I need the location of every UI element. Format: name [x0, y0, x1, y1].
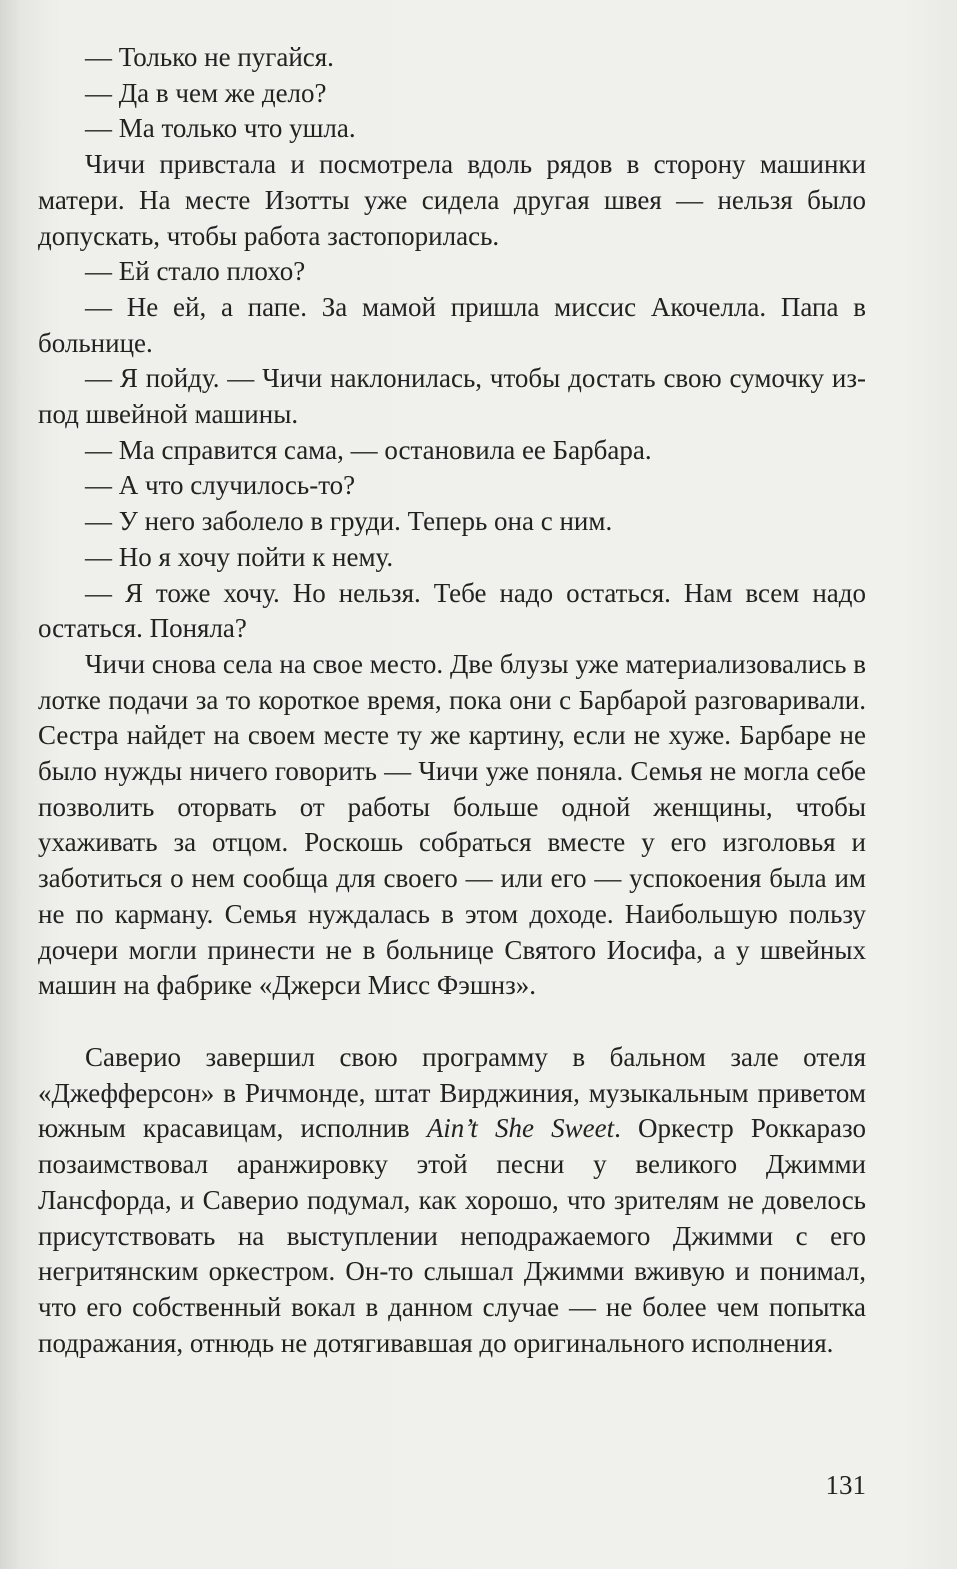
dialogue-line: — Я пойду. — Чичи наклонилась, чтобы достать свою сумочку из-под швейной машины.	[38, 363, 866, 430]
page-number: 131	[825, 1470, 866, 1500]
dialogue-line: — Ма только что ушла.	[85, 113, 356, 144]
saverio-text-after: . Оркестр Роккаразо позаимствовал аранжировку этой песни у великого Джимми Лансфорда, и Саверио подумал, как хорошо, что зрителям не довелось присутствовать на выступлении неподражаемого Джимми с его негритянским оркестром. Он-то слышал Джимми вживую и понимал, что его собственный вокал в данном случае — не более чем попытка подражания, отнюдь не дотягивавшая до оригинального исполнения.	[38, 1113, 866, 1358]
section-break	[38, 1004, 866, 1040]
dialogue-line: — А что случилось-то?	[85, 470, 356, 501]
dialogue-line: — Я тоже хочу. Но нельзя. Тебе надо остаться. Нам всем надо остаться. Поняла?	[38, 577, 866, 644]
dialogue-line: — Да в чем же дело?	[85, 77, 327, 108]
dialogue-line: — У него заболело в груди. Теперь она с ним.	[85, 506, 613, 537]
page-body-text	[38, 40, 866, 1361]
dialogue-line: — Но я хочу пойти к нему.	[85, 541, 394, 572]
narrative-paragraph-saverio	[38, 1040, 866, 1361]
dialogue-line: — Ей стало плохо?	[85, 256, 306, 287]
narrative-paragraph: Чичи привстала и посмотрела вдоль рядов в сторону машинки матери. На месте Изотты уже сидела другая швея — нельзя было допускать, чтобы работа застопорилась.	[38, 149, 866, 251]
dialogue-line: — Не ей, а папе. За мамой пришла миссис Акочелла. Папа в больнице.	[38, 291, 866, 358]
dialogue-line: — Только не пугайся.	[85, 42, 334, 72]
saverio-text-before: Саверио завершил свою программу в бальном зале отеля «Джефферсон» в Ричмонде, штат Вирджиния, музыкальным приветом южным красавицам, исполнив	[38, 1041, 866, 1144]
song-title: Ain’t She Sweet	[426, 1113, 615, 1144]
narrative-paragraph: Чичи снова села на свое место. Две блузы уже материализовались в лотке подачи за то короткое время, пока они с Барбарой разговаривали. Сестра найдет на своем месте ту же картину, если не хуже. Барбаре не было нужды ничего говорить — Чичи уже поняла. Семья не могла себе позволить оторвать от работы больше одной женщины, чтобы ухаживать за отцом. Роскошь собраться вместе у его изголовья и заботиться о нем сообща для своего — или его — успокоения была им не по карману. Семья нуждалась в этом доходе. Наибольшую пользу дочери могли принести не в больнице Святого Иосифа, а у швейных машин на фабрике «Джерси Мисс Фэшнз».	[38, 648, 866, 1001]
dialogue-line: — Ма справится сама, — остановила ее Барбара.	[85, 434, 652, 465]
